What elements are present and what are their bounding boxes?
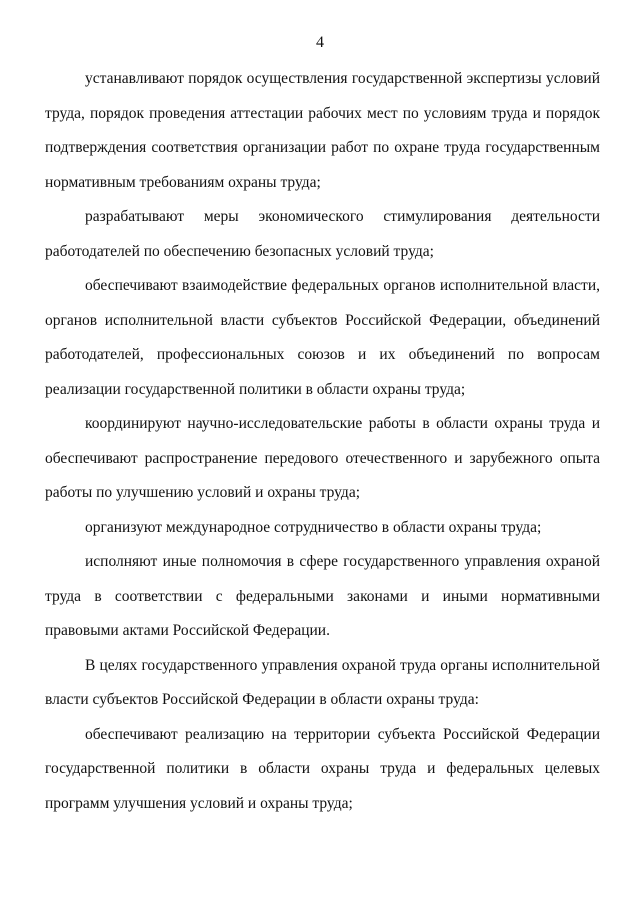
paragraph-regional-implementation: обеспечивают реализацию на территории субъекта Российской Федерации государственной политики в области охраны труда и федеральных целевых программ улучшения условий и охраны труда; [45, 725, 600, 812]
paragraph-establish-procedures: устанавливают порядок осуществления государственной экспертизы условий труда, порядок проведения аттестации рабочих мест по условиям труда и порядок подтверждения соответствия организации работ по охране труда государственным нормативным требованиям охраны труда; [45, 70, 600, 191]
paragraph-interaction: обеспечивают взаимодействие федеральных органов исполнительной власти, органов исполнительной власти субъектов Российской Федерации, объединений работодателей, профессиональных союзов и их объединений по вопросам реализации государственной политики в области охраны труда; [45, 277, 600, 398]
paragraph-economic-incentives: разрабатывают меры экономического стимулирования деятельности работодателей по обеспечению безопасных условий труда; [45, 208, 600, 260]
paragraph-international-cooperation: организуют международное сотрудничество в области охраны труда; [85, 518, 542, 536]
page-number: 4 [316, 34, 324, 51]
paragraph-regional-authorities-intro: В целях государственного управления охраной труда органы исполнительной власти субъектов Российской Федерации в области охраны труда: [45, 656, 600, 708]
document-body [45, 62, 600, 821]
paragraph-research-coordination: координируют научно-исследовательские работы в области охраны труда и обеспечивают распространение передового отечественного и зарубежного опыта работы по улучшению условий и охраны труда; [45, 415, 600, 501]
paragraph-other-powers: исполняют иные полномочия в сфере государственного управления охраной труда в соответствии с федеральными законами и иными нормативными правовыми актами Российской Федерации. [45, 553, 600, 639]
